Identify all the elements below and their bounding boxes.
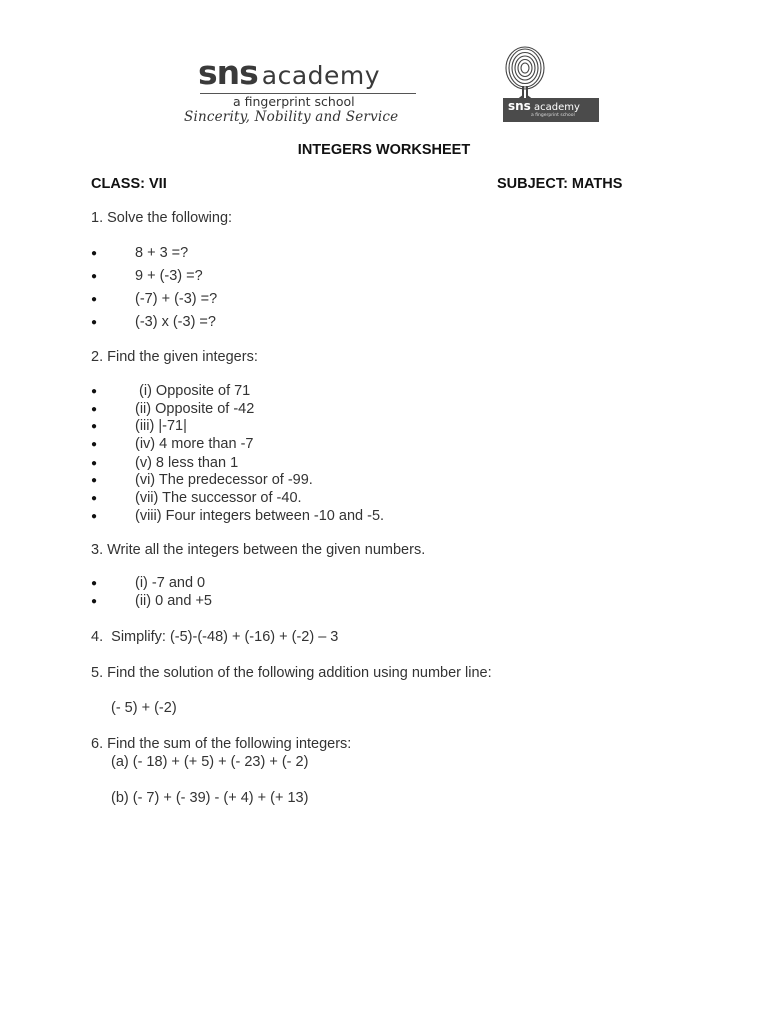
bullet-icon: ● — [91, 578, 98, 589]
q2-item: (vii) The successor of -40. — [135, 490, 302, 506]
question-5-expression: (- 5) + (-2) — [111, 700, 177, 716]
question-3-heading: 3. Write all the integers between the given numbers. — [91, 542, 426, 558]
class-label: CLASS: VII — [91, 176, 167, 192]
q2-item: (ii) Opposite of -42 — [135, 401, 255, 417]
fingerprint-tree-badge — [503, 46, 599, 124]
question-5-heading: 5. Find the solution of the following addition using number line: — [91, 665, 492, 681]
logo-sns-text: sns — [198, 53, 258, 92]
school-motto: Sincerity, Nobility and Service — [184, 109, 399, 125]
bullet-icon: ● — [91, 475, 98, 486]
bullet-icon: ● — [91, 596, 98, 607]
q2-item: (iv) 4 more than -7 — [135, 436, 254, 452]
question-1-heading: 1. Solve the following: — [91, 210, 233, 226]
q1-item: (-7) + (-3) =? — [135, 291, 218, 307]
bullet-icon: ● — [91, 386, 98, 397]
question-6-heading: 6. Find the sum of the following integers: — [91, 736, 352, 752]
question-4-heading: 4. Simplify: (-5)-(-48) + (-16) + (-2) – 3 — [91, 629, 339, 645]
bullet-icon: ● — [91, 317, 98, 328]
logo-tagline: a fingerprint school — [233, 94, 355, 109]
bullet-icon: ● — [91, 421, 98, 432]
q2-item: (viii) Four integers between -10 and -5. — [135, 508, 385, 524]
q2-item: (v) 8 less than 1 — [135, 455, 239, 471]
bullet-icon: ● — [91, 511, 98, 522]
q1-item: 8 + 3 =? — [135, 245, 189, 261]
bullet-icon: ● — [91, 458, 98, 469]
bullet-icon: ● — [91, 404, 98, 415]
worksheet-title: INTEGERS WORKSHEET — [297, 142, 471, 158]
q2-item: (vi) The predecessor of -99. — [135, 472, 313, 488]
bullet-icon: ● — [91, 439, 98, 450]
q2-item: (iii) |-71| — [135, 418, 187, 434]
question-6-part-b: (b) (- 7) + (- 39) - (+ 4) + (+ 13) — [111, 790, 309, 806]
question-6-part-a: (a) (- 18) + (+ 5) + (- 23) + (- 2) — [111, 754, 309, 770]
q2-item: (i) Opposite of 71 — [135, 383, 251, 399]
question-2-heading: 2. Find the given integers: — [91, 349, 258, 365]
bullet-icon: ● — [91, 294, 98, 305]
q1-item: (-3) x (-3) =? — [135, 314, 216, 330]
bullet-icon: ● — [91, 271, 98, 282]
logo-academy-text: academy — [261, 61, 381, 90]
badge-banner-text: sns academy — [508, 99, 580, 113]
q3-item: (ii) 0 and +5 — [135, 593, 212, 609]
q3-item: (i) -7 and 0 — [135, 575, 206, 591]
school-logo — [198, 53, 430, 109]
bullet-icon: ● — [91, 493, 98, 504]
subject-label: SUBJECT: MATHS — [497, 176, 623, 192]
fingerprint-tree-icon — [503, 46, 599, 102]
bullet-icon: ● — [91, 248, 98, 259]
q1-item: 9 + (-3) =? — [135, 268, 203, 284]
badge-banner-subtext: a fingerprint school — [531, 113, 575, 118]
